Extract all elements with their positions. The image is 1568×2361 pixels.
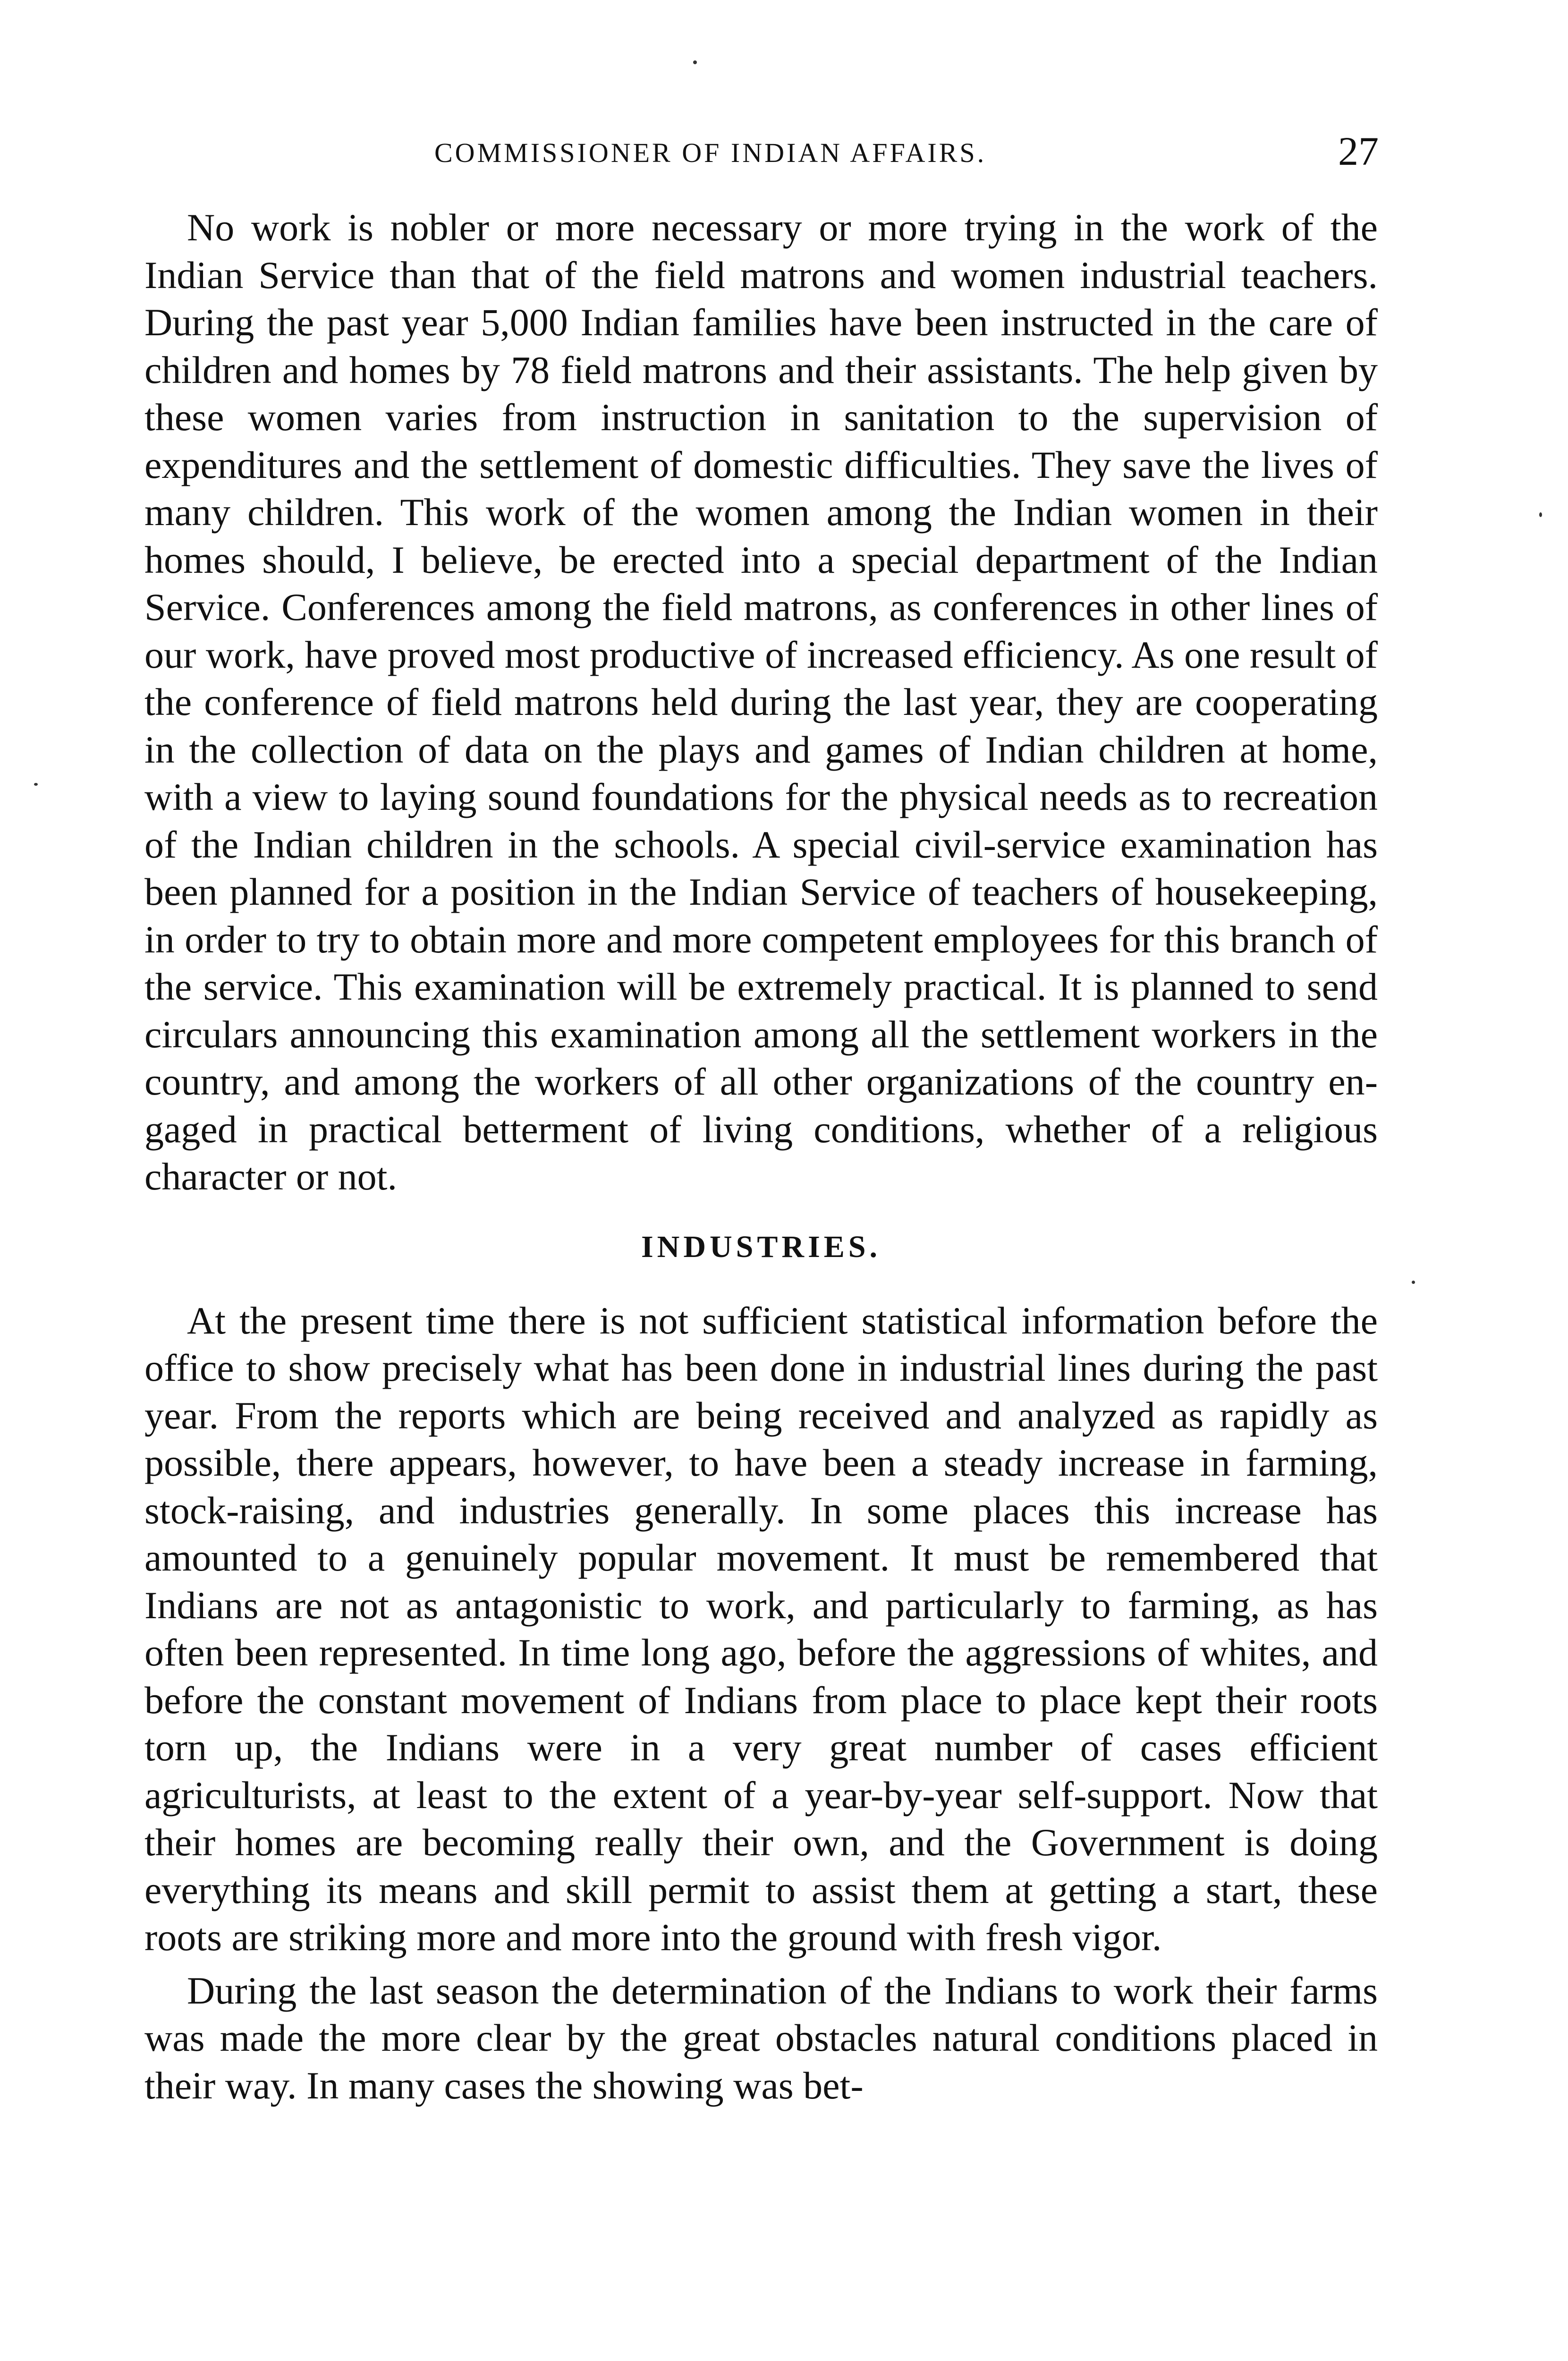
page-header bbox=[142, 127, 1379, 179]
paragraph-last-season: During the last season the determination of the Indians to work their farms was made the more clear by the great obstacles natural conditions placed in their way. In many cases the showing was bet- bbox=[144, 1969, 1378, 2107]
scan-speck bbox=[1539, 512, 1542, 517]
running-head: COMMISSIONER OF INDIAN AFFAIRS. bbox=[434, 137, 987, 168]
scan-speck bbox=[693, 60, 697, 64]
page-number: 27 bbox=[1338, 128, 1379, 174]
paragraph-field-matrons: No work is nobler or more necessary or more trying in the work of the Indian Service than that of the field matrons and women industrial teachers. During the past year 5,000 Indian families have been instructed in the care of children and homes by 78 field matrons and their assistants. The help given by these women varies from instruction in sanitation to the supervision of expenditures and the settlement of domestic difficulties. They save the lives of many children. This work of the women among the Indian women in their homes should, I believe, be erected into a special department of the Indian Service. Conferences among the field matrons, as conferences in other lines of our work, have proved most productive of increased efficiency. As one result of the conference of field matrons held during the last year, they are cooperating in the collection of data on the plays and games of Indian children at home, with a view to laying sound foundations for the physical needs as to recreation of the Indian children in the schools. A special civil-service examination has been planned for a position in the Indian Service of teachers of housekeeping, in order to try to obtain more and more competent employees for this branch of the service. This examination will be extremely practical. It is planned to send circulars announcing this examination among all the settlement workers in the country, and among the workers of all other organizations of the country engaged in practical betterment of living conditions, whether of a religious character or not. bbox=[144, 206, 1378, 1198]
scan-speck bbox=[34, 783, 38, 786]
section-heading-industries: INDUSTRIES. bbox=[641, 1229, 881, 1264]
paragraph-industries: At the present time there is not sufficient statistical information before the office to show precisely what has been done in industrial lines during the past year. From the reports which are being received and analyzed as rapidly as possible, there appears, however, to have been a steady increase in farming, stock-raising, and industries generally. In some places this increase has amounted to a genuinely popular movement. It must be remembered that Indians are not as antagonistic to work, and particularly to farming, as has often been represented. In time long ago, before the aggressions of whites, and before the constant movement of Indians from place to place kept their roots torn up, the Indians were in a very great number of cases efficient agriculturists, at least to the extent of a year-by-year self-support. Now that their homes are becoming really their own, and the Government is doing everything its means and skill permit to assist them at getting a start, these roots are striking more and more into the ground with fresh vigor. bbox=[144, 1299, 1378, 1959]
body-text bbox=[144, 204, 1378, 2109]
scan-speck bbox=[1412, 1281, 1415, 1284]
